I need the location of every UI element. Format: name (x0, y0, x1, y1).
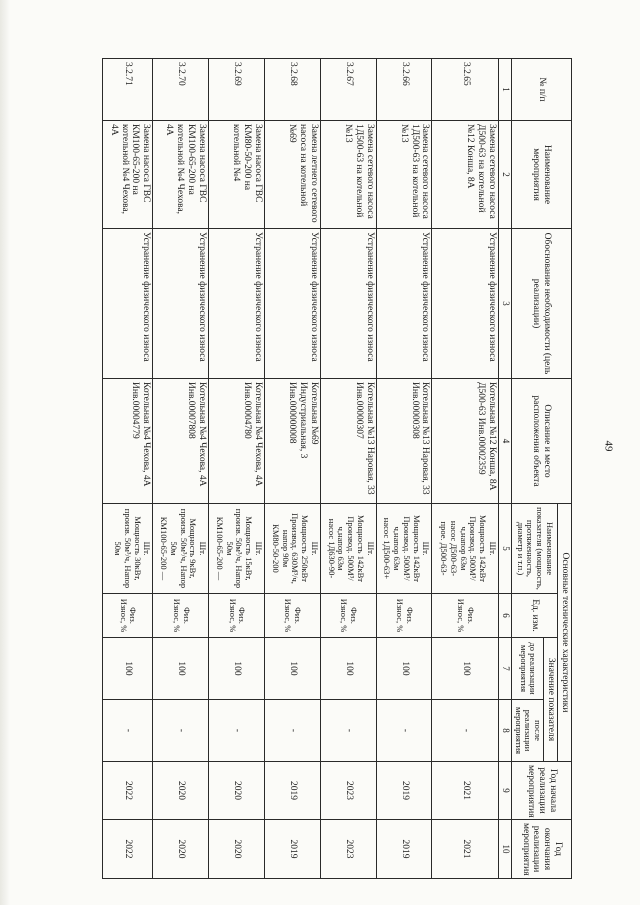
header-description: Описание и место расположения объекта (511, 379, 571, 504)
table-row (320, 59, 376, 879)
col-number: 1 (498, 59, 511, 121)
row-after: - (209, 700, 265, 762)
row-description: Котельная №13 Наровая, 33 Инв.00000307 (320, 379, 376, 504)
header-num: № п/п (511, 59, 571, 121)
header-spec-name: Наименование показателя (мощность, протяженность, диаметр и т.п.) (511, 504, 557, 594)
row-unit: Физ. Износ, % (432, 594, 498, 638)
header-name: Наименование мероприятия (511, 121, 571, 229)
row-end: 2022 (103, 820, 153, 879)
row-num: 3.2.69 (209, 59, 265, 121)
row-justification: Устранение физического износа (209, 229, 265, 379)
row-end: 2021 (432, 820, 498, 879)
row-justification: Устранение физического износа (265, 229, 321, 379)
row-name: Замена сетевого насоса Д500-63 на котельной №12 Конша, 8А (432, 121, 498, 229)
row-start: 2019 (265, 762, 321, 820)
col-number: 5 (498, 504, 511, 594)
table-row (103, 59, 153, 879)
measures-table (102, 58, 572, 879)
row-before: 100 (432, 638, 498, 700)
row-spec: Шт. Мощность 142кВт Производ. 500М³/ч,напор 63м насос 1Д500-63+ (376, 504, 432, 594)
row-before: 100 (103, 638, 153, 700)
table-row (432, 59, 498, 879)
row-description: Котельная №4 Чехова, 4А Инв.00007808 (153, 379, 209, 504)
row-name: Замена сетевого насоса 1Д500-63 на котельной №13 (376, 121, 432, 229)
row-before: 100 (320, 638, 376, 700)
row-num: 3.2.66 (376, 59, 432, 121)
row-after: - (320, 700, 376, 762)
header-values-group: Значение показателя (544, 638, 558, 762)
col-number: 2 (498, 121, 511, 229)
row-justification: Устранение физического износа (376, 229, 432, 379)
row-justification: Устранение физического износа (432, 229, 498, 379)
row-after: - (265, 700, 321, 762)
header-start-year: Год начала реализации мероприятия (511, 762, 571, 820)
row-description: Котельная №69 Индустриальная, 3 Инв.000000008 (265, 379, 321, 504)
row-num: 3.2.68 (265, 59, 321, 121)
table-row (265, 59, 321, 879)
row-end: 2019 (376, 820, 432, 879)
row-unit: Физ. Износ, % (376, 594, 432, 638)
row-spec: Шт. Мощность 30кВт, произв. 50м³/ч, Напор 50м (103, 504, 153, 594)
row-name: Замена насоса ГВС КМ100-65-200 на котельной №4 Чехова, 4А (103, 121, 153, 229)
row-description: Котельная №4 Чехова, 4А Инв.00004779 (103, 379, 153, 504)
row-description: Котельная №12 Конша, 8А Д500-63 Инв.00002359 (432, 379, 498, 504)
rotated-table-wrapper (102, 58, 572, 878)
row-start: 2022 (103, 762, 153, 820)
scan-edge (0, 0, 10, 905)
row-start: 2021 (432, 762, 498, 820)
row-spec: Шт. Мощность 15кВт, произв. 50м³/ч, Напор 50м КМ100-65-200 — (209, 504, 265, 594)
row-num: 3.2.70 (153, 59, 209, 121)
row-end: 2019 (265, 820, 321, 879)
row-unit: Физ. Износ, % (265, 594, 321, 638)
row-end: 2020 (153, 820, 209, 879)
header-after: после реализации мероприятия (511, 700, 543, 762)
header-justification: Обоснование необходимости (цель реализации) (511, 229, 571, 379)
col-number: 9 (498, 762, 511, 820)
row-name: Замена сетевого насоса 1Д500-63 на котельной №13 (320, 121, 376, 229)
row-after: - (432, 700, 498, 762)
column-number-row (498, 59, 511, 879)
row-before: 100 (376, 638, 432, 700)
row-justification: Устранение физического износа (103, 229, 153, 379)
row-after: - (153, 700, 209, 762)
row-end: 2023 (320, 820, 376, 879)
table-row (153, 59, 209, 879)
row-num: 3.2.71 (103, 59, 153, 121)
row-unit: Физ. Износ, % (320, 594, 376, 638)
col-number: 6 (498, 594, 511, 638)
row-start: 2020 (209, 762, 265, 820)
col-number: 10 (498, 820, 511, 879)
row-after: - (376, 700, 432, 762)
row-before: 100 (209, 638, 265, 700)
table-row (209, 59, 265, 879)
row-name: Замена насоса ГВС КМ100-65-200 на котельной №4 Чехова, 4А (153, 121, 209, 229)
header-end-year: Год окончания реализации мероприятия (511, 820, 571, 879)
col-number: 4 (498, 379, 511, 504)
row-description: Котельная №4 Чехова, 4А Инв.00004780 (209, 379, 265, 504)
row-spec: Шт. Мощность 250кВт Производ. 630М³/ч, напор 90м КМ80-50-200 (265, 504, 321, 594)
row-before: 100 (153, 638, 209, 700)
row-end: 2020 (209, 820, 265, 879)
row-name: Замена летнего сетевого насоса на котельной №69 (265, 121, 321, 229)
row-before: 100 (265, 638, 321, 700)
row-description: Котельная №13 Наровая, 33 Инв.00000308 (376, 379, 432, 504)
row-num: 3.2.67 (320, 59, 376, 121)
row-unit: Физ. Износ, % (209, 594, 265, 638)
row-start: 2023 (320, 762, 376, 820)
row-justification: Устранение физического износа (320, 229, 376, 379)
table-row (376, 59, 432, 879)
page-number: 49 (602, 440, 615, 452)
row-justification: Устранение физического износа (153, 229, 209, 379)
col-number: 7 (498, 638, 511, 700)
row-spec: Шт. Мощность 9кВт, произв. 50м³/ч, Напор 50м КМ100-65-200 — (153, 504, 209, 594)
row-after: - (103, 700, 153, 762)
row-spec: Шт. Мощность 142кВт Производ. 500М³/ч,напор 63м насос Д500-63- прое. Д500-63- (432, 504, 498, 594)
row-name: Замена насоса ГВС КМ80-50-200 на котельной №4 (209, 121, 265, 229)
row-start: 2019 (376, 762, 432, 820)
row-num: 3.2.65 (432, 59, 498, 121)
row-unit: Физ. Износ, % (153, 594, 209, 638)
header-unit: Ед. изм. (511, 594, 557, 638)
row-spec: Шт. Мощность 142кВт Производ. 500М³/ч,напор 63м насос 1Д630-90- (320, 504, 376, 594)
row-unit: Физ. Износ, % (103, 594, 153, 638)
row-start: 2020 (153, 762, 209, 820)
header-specs-group: Основные технические характеристики (558, 504, 572, 762)
col-number: 8 (498, 700, 511, 762)
col-number: 3 (498, 229, 511, 379)
header-before: до реализации мероприятия (511, 638, 543, 700)
